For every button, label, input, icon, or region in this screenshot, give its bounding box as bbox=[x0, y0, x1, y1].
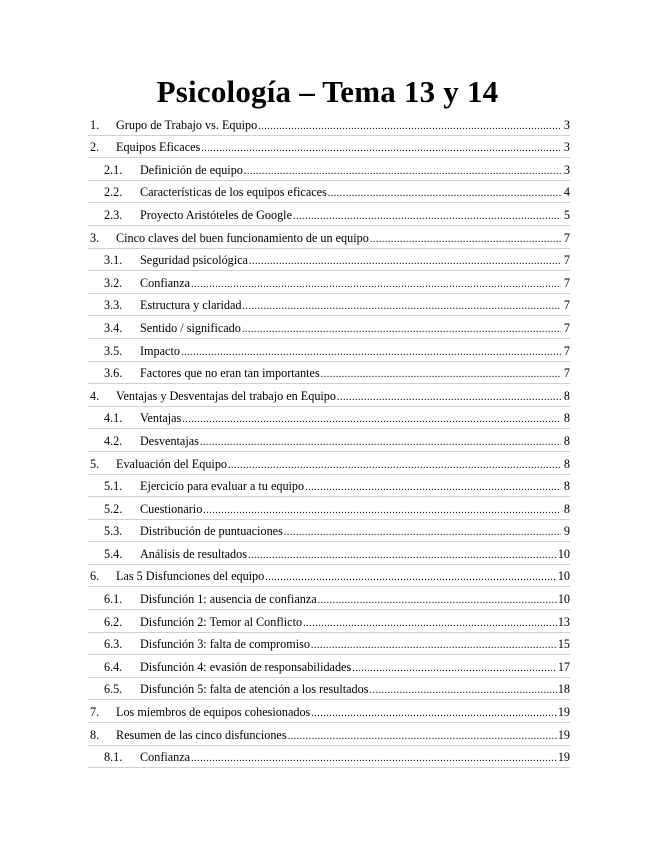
toc-dot-leader bbox=[311, 709, 557, 720]
toc-entry[interactable] bbox=[88, 700, 570, 723]
toc-entry[interactable] bbox=[88, 429, 570, 452]
toc-entry-page-number: 3 bbox=[563, 117, 570, 132]
toc-entry-number: 8. bbox=[90, 727, 100, 742]
toc-dot-leader bbox=[182, 415, 561, 426]
toc-entry-title[interactable]: Ventajas bbox=[140, 411, 182, 426]
toc-entry[interactable] bbox=[88, 271, 570, 294]
toc-entry-page-number: 3 bbox=[563, 162, 570, 177]
toc-dot-leader bbox=[328, 189, 561, 200]
toc-entry-page-number: 15 bbox=[557, 637, 570, 652]
toc-entry-title[interactable]: Las 5 Disfunciones del equipo bbox=[116, 569, 265, 584]
toc-entry[interactable] bbox=[88, 226, 570, 249]
toc-entry[interactable] bbox=[88, 746, 570, 769]
toc-entry-title[interactable]: Impacto bbox=[140, 343, 180, 358]
toc-dot-leader bbox=[284, 528, 561, 539]
toc-dot-leader bbox=[318, 596, 557, 607]
toc-dot-leader bbox=[203, 506, 561, 517]
toc-entry-page-number: 7 bbox=[563, 320, 570, 335]
table-of-contents bbox=[88, 113, 570, 768]
toc-entry-page-number: 10 bbox=[557, 546, 570, 561]
toc-entry-title[interactable]: Cuestionario bbox=[140, 501, 203, 516]
toc-entry-title[interactable]: Disfunción 3: falta de compromiso bbox=[140, 637, 310, 652]
toc-entry-page-number: 19 bbox=[557, 705, 570, 720]
toc-entry-page-number: 8 bbox=[563, 411, 570, 426]
toc-entry-number: 5.1. bbox=[104, 479, 123, 494]
toc-entry[interactable] bbox=[88, 678, 570, 701]
toc-entry-number: 6.2. bbox=[104, 614, 123, 629]
toc-entry[interactable] bbox=[88, 384, 570, 407]
toc-entry-title[interactable]: Disfunción 2: Temor al Conflicto bbox=[140, 614, 303, 629]
toc-entry[interactable] bbox=[88, 339, 570, 362]
toc-entry-number: 2.3. bbox=[104, 207, 123, 222]
toc-entry-page-number: 13 bbox=[557, 614, 570, 629]
toc-entry-title[interactable]: Distribución de puntuaciones bbox=[140, 524, 283, 539]
toc-dot-leader bbox=[191, 280, 561, 291]
toc-entry-number: 6.4. bbox=[104, 659, 123, 674]
toc-dot-leader bbox=[201, 144, 561, 155]
toc-entry-number: 3.3. bbox=[104, 298, 123, 313]
toc-entry[interactable] bbox=[88, 633, 570, 656]
toc-entry-number: 3.1. bbox=[104, 253, 123, 268]
toc-entry-title[interactable]: Definición de equipo bbox=[140, 162, 243, 177]
toc-dot-leader bbox=[337, 393, 561, 404]
toc-entry-page-number: 4 bbox=[563, 185, 570, 200]
toc-dot-leader bbox=[293, 212, 561, 223]
toc-dot-leader bbox=[352, 664, 557, 675]
toc-entry[interactable] bbox=[88, 362, 570, 385]
toc-entry[interactable] bbox=[88, 655, 570, 678]
toc-entry-number: 5. bbox=[90, 456, 100, 471]
toc-entry-title[interactable]: Sentido / significado bbox=[140, 320, 241, 335]
toc-entry-title[interactable]: Proyecto Aristóteles de Google bbox=[140, 207, 292, 222]
toc-entry[interactable] bbox=[88, 136, 570, 159]
toc-entry-page-number: 5 bbox=[563, 207, 570, 222]
toc-entry-title[interactable]: Disfunción 1: ausencia de confianza bbox=[140, 592, 317, 607]
toc-entry-number: 4.1. bbox=[104, 411, 123, 426]
toc-entry-page-number: 3 bbox=[563, 140, 570, 155]
document-title: Psicología – Tema 13 y 14 bbox=[156, 74, 499, 109]
toc-entry-title[interactable]: Análisis de resultados bbox=[140, 546, 247, 561]
toc-entry-number: 2. bbox=[90, 140, 100, 155]
toc-entry-title[interactable]: Evaluación del Equipo bbox=[116, 456, 228, 471]
toc-entry-number: 5.3. bbox=[104, 524, 123, 539]
toc-entry[interactable] bbox=[88, 158, 570, 181]
toc-entry[interactable] bbox=[88, 407, 570, 430]
toc-dot-leader bbox=[181, 348, 561, 359]
toc-entry-number: 3.6. bbox=[104, 366, 123, 381]
toc-entry-title[interactable]: Ventajas y Desventajas del trabajo en Equipo bbox=[116, 388, 336, 403]
toc-entry-number: 5.4. bbox=[104, 546, 123, 561]
toc-entry-title[interactable]: Seguridad psicológica bbox=[140, 253, 248, 268]
toc-entry-title[interactable]: Desventajas bbox=[140, 433, 199, 448]
toc-entry-number: 1. bbox=[90, 117, 100, 132]
toc-entry-page-number: 8 bbox=[563, 501, 570, 516]
toc-entry[interactable] bbox=[88, 181, 570, 204]
toc-entry-title[interactable]: Cinco claves del buen funcionamiento de un equipo bbox=[116, 230, 369, 245]
toc-entry-page-number: 10 bbox=[557, 569, 570, 584]
toc-dot-leader bbox=[311, 641, 557, 652]
toc-entry-number: 3. bbox=[90, 230, 100, 245]
toc-entry-title[interactable]: Confianza bbox=[140, 750, 191, 765]
toc-entry-number: 2.2. bbox=[104, 185, 123, 200]
toc-dot-leader bbox=[370, 235, 561, 246]
toc-entry[interactable] bbox=[88, 203, 570, 226]
toc-entry-number: 6.1. bbox=[104, 592, 123, 607]
toc-entry-number: 3.5. bbox=[104, 343, 123, 358]
toc-dot-leader bbox=[249, 257, 561, 268]
toc-entry-number: 3.2. bbox=[104, 275, 123, 290]
toc-dot-leader bbox=[191, 754, 557, 765]
toc-entry-page-number: 9 bbox=[563, 524, 570, 539]
toc-entry-number: 4.2. bbox=[104, 433, 123, 448]
toc-dot-leader bbox=[200, 438, 561, 449]
toc-entry-page-number: 7 bbox=[563, 253, 570, 268]
toc-entry-page-number: 19 bbox=[557, 750, 570, 765]
toc-entry-title[interactable]: Grupo de Trabajo vs. Equipo bbox=[116, 117, 258, 132]
toc-entry-title[interactable]: Características de los equipos eficaces bbox=[140, 185, 327, 200]
toc-entry[interactable] bbox=[88, 542, 570, 565]
toc-entry-page-number: 7 bbox=[563, 275, 570, 290]
toc-entry-number: 2.1. bbox=[104, 162, 123, 177]
toc-entry-number: 7. bbox=[90, 705, 100, 720]
toc-dot-leader bbox=[321, 370, 561, 381]
toc-entry[interactable] bbox=[88, 316, 570, 339]
toc-entry-page-number: 17 bbox=[557, 659, 570, 674]
toc-entry[interactable] bbox=[88, 497, 570, 520]
toc-dot-leader bbox=[305, 483, 561, 494]
toc-entry-title[interactable]: Equipos Eficaces bbox=[116, 140, 201, 155]
toc-entry-page-number: 10 bbox=[557, 592, 570, 607]
toc-entry-number: 6.5. bbox=[104, 682, 123, 697]
toc-entry-number: 5.2. bbox=[104, 501, 123, 516]
toc-entry[interactable] bbox=[88, 475, 570, 498]
toc-entry-page-number: 8 bbox=[563, 479, 570, 494]
toc-dot-leader bbox=[248, 551, 557, 562]
toc-entry[interactable] bbox=[88, 452, 570, 475]
toc-entry-page-number: 8 bbox=[563, 433, 570, 448]
toc-entry-number: 4. bbox=[90, 388, 100, 403]
toc-dot-leader bbox=[243, 302, 561, 313]
toc-entry-number: 6. bbox=[90, 569, 100, 584]
toc-entry-title[interactable]: Los miembros de equipos cohesionados bbox=[116, 705, 311, 720]
toc-entry-title[interactable]: Disfunción 4: evasión de responsabilidades bbox=[140, 659, 352, 674]
toc-entry-page-number: 7 bbox=[563, 298, 570, 313]
toc-dot-leader bbox=[369, 686, 556, 697]
toc-entry-title[interactable]: Estructura y claridad bbox=[140, 298, 242, 313]
toc-dot-leader bbox=[265, 573, 557, 584]
toc-entry[interactable] bbox=[88, 610, 570, 633]
toc-entry-page-number: 8 bbox=[563, 388, 570, 403]
toc-entry[interactable] bbox=[88, 565, 570, 588]
toc-dot-leader bbox=[303, 619, 557, 630]
toc-dot-leader bbox=[258, 122, 561, 133]
toc-entry-title[interactable]: Disfunción 5: falta de atención a los resultados bbox=[140, 682, 369, 697]
toc-dot-leader bbox=[288, 732, 557, 743]
toc-entry-page-number: 7 bbox=[563, 343, 570, 358]
toc-entry[interactable] bbox=[88, 723, 570, 746]
toc-dot-leader bbox=[228, 461, 561, 472]
toc-entry-number: 8.1. bbox=[104, 750, 123, 765]
toc-entry-title[interactable]: Confianza bbox=[140, 275, 191, 290]
toc-dot-leader bbox=[244, 167, 561, 178]
toc-entry-title[interactable]: Factores que no eran tan importantes bbox=[140, 366, 320, 381]
toc-entry-number: 6.3. bbox=[104, 637, 123, 652]
toc-entry-page-number: 7 bbox=[563, 366, 570, 381]
toc-entry[interactable] bbox=[88, 294, 570, 317]
toc-entry[interactable] bbox=[88, 520, 570, 543]
toc-entry[interactable] bbox=[88, 249, 570, 272]
toc-entry-title[interactable]: Ejercicio para evaluar a tu equipo bbox=[140, 479, 305, 494]
toc-entry-page-number: 18 bbox=[557, 682, 570, 697]
toc-entry-page-number: 7 bbox=[563, 230, 570, 245]
toc-entry-title[interactable]: Resumen de las cinco disfunciones bbox=[116, 727, 287, 742]
toc-entry[interactable] bbox=[88, 587, 570, 610]
toc-entry-page-number: 19 bbox=[557, 727, 570, 742]
toc-entry[interactable] bbox=[88, 113, 570, 136]
toc-entry-number: 3.4. bbox=[104, 320, 123, 335]
toc-entry-page-number: 8 bbox=[563, 456, 570, 471]
toc-dot-leader bbox=[242, 325, 561, 336]
